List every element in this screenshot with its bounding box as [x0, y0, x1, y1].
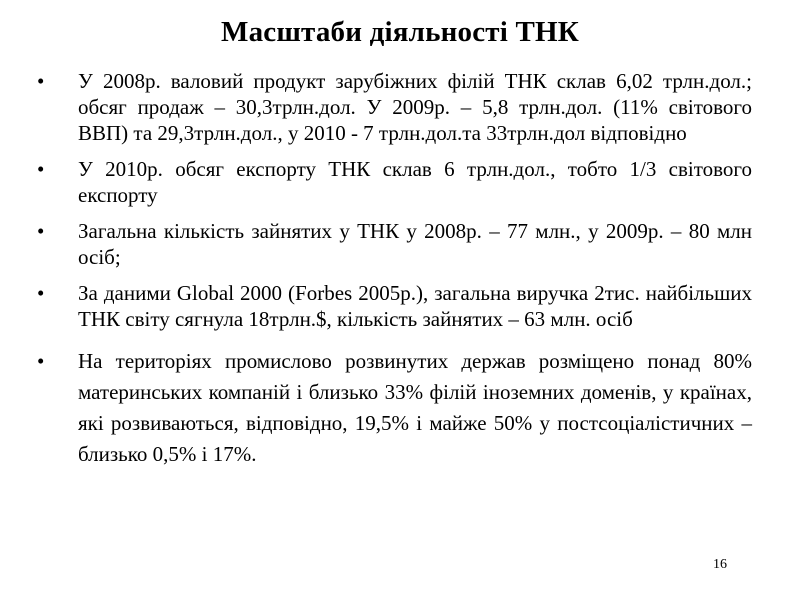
bullet-dot-icon: • [37, 157, 45, 181]
slide-title: Масштаби діяльності ТНК [221, 16, 579, 48]
bullet-item [0, 346, 752, 470]
bullet-text: У 2008р. валовий продукт зарубіжних філій ТНК склав 6,02 трлн.дол.; обсяг продаж – 30,3трлн.дол. У 2009р. – 5,8 трлн.дол. (11% світового ВВП) та 29,3трлн.дол., у 2010 - 7 трлн.дол.та 33трлн.дол відповідно [78, 69, 752, 145]
bullet-item [0, 218, 752, 270]
bullet-text: На територіях промислово розвинутих держав розміщено понад 80% материнських компаній і близько 33% філій іноземних доменів, у країнах, які розвиваються, відповідно, 19,5% і майже 50% у постсоціалістичних – близько 0,5% і 17%. [78, 349, 752, 466]
bullet-dot-icon: • [37, 281, 45, 305]
bullet-text: Загальна кількість зайнятих у ТНК у 2008р. – 77 млн., у 2009р. – 80 млн осіб; [78, 219, 752, 269]
page-number: 16 [713, 557, 727, 572]
bullet-dot-icon: • [37, 69, 45, 93]
bullet-text: За даними Global 2000 (Forbes 2005р.), загальна виручка 2тис. найбільших ТНК світу сягнула 18трлн.$, кількість зайнятих – 63 млн. осіб [78, 281, 752, 331]
bullet-list [0, 66, 800, 470]
bullet-item [0, 68, 752, 146]
bullet-dot-icon: • [37, 349, 45, 373]
bullet-item [0, 156, 752, 208]
bullet-dot-icon: • [37, 219, 45, 243]
bullet-item [0, 280, 752, 332]
bullet-text: У 2010р. обсяг експорту ТНК склав 6 трлн.дол., тобто 1/3 світового експорту [78, 157, 752, 207]
